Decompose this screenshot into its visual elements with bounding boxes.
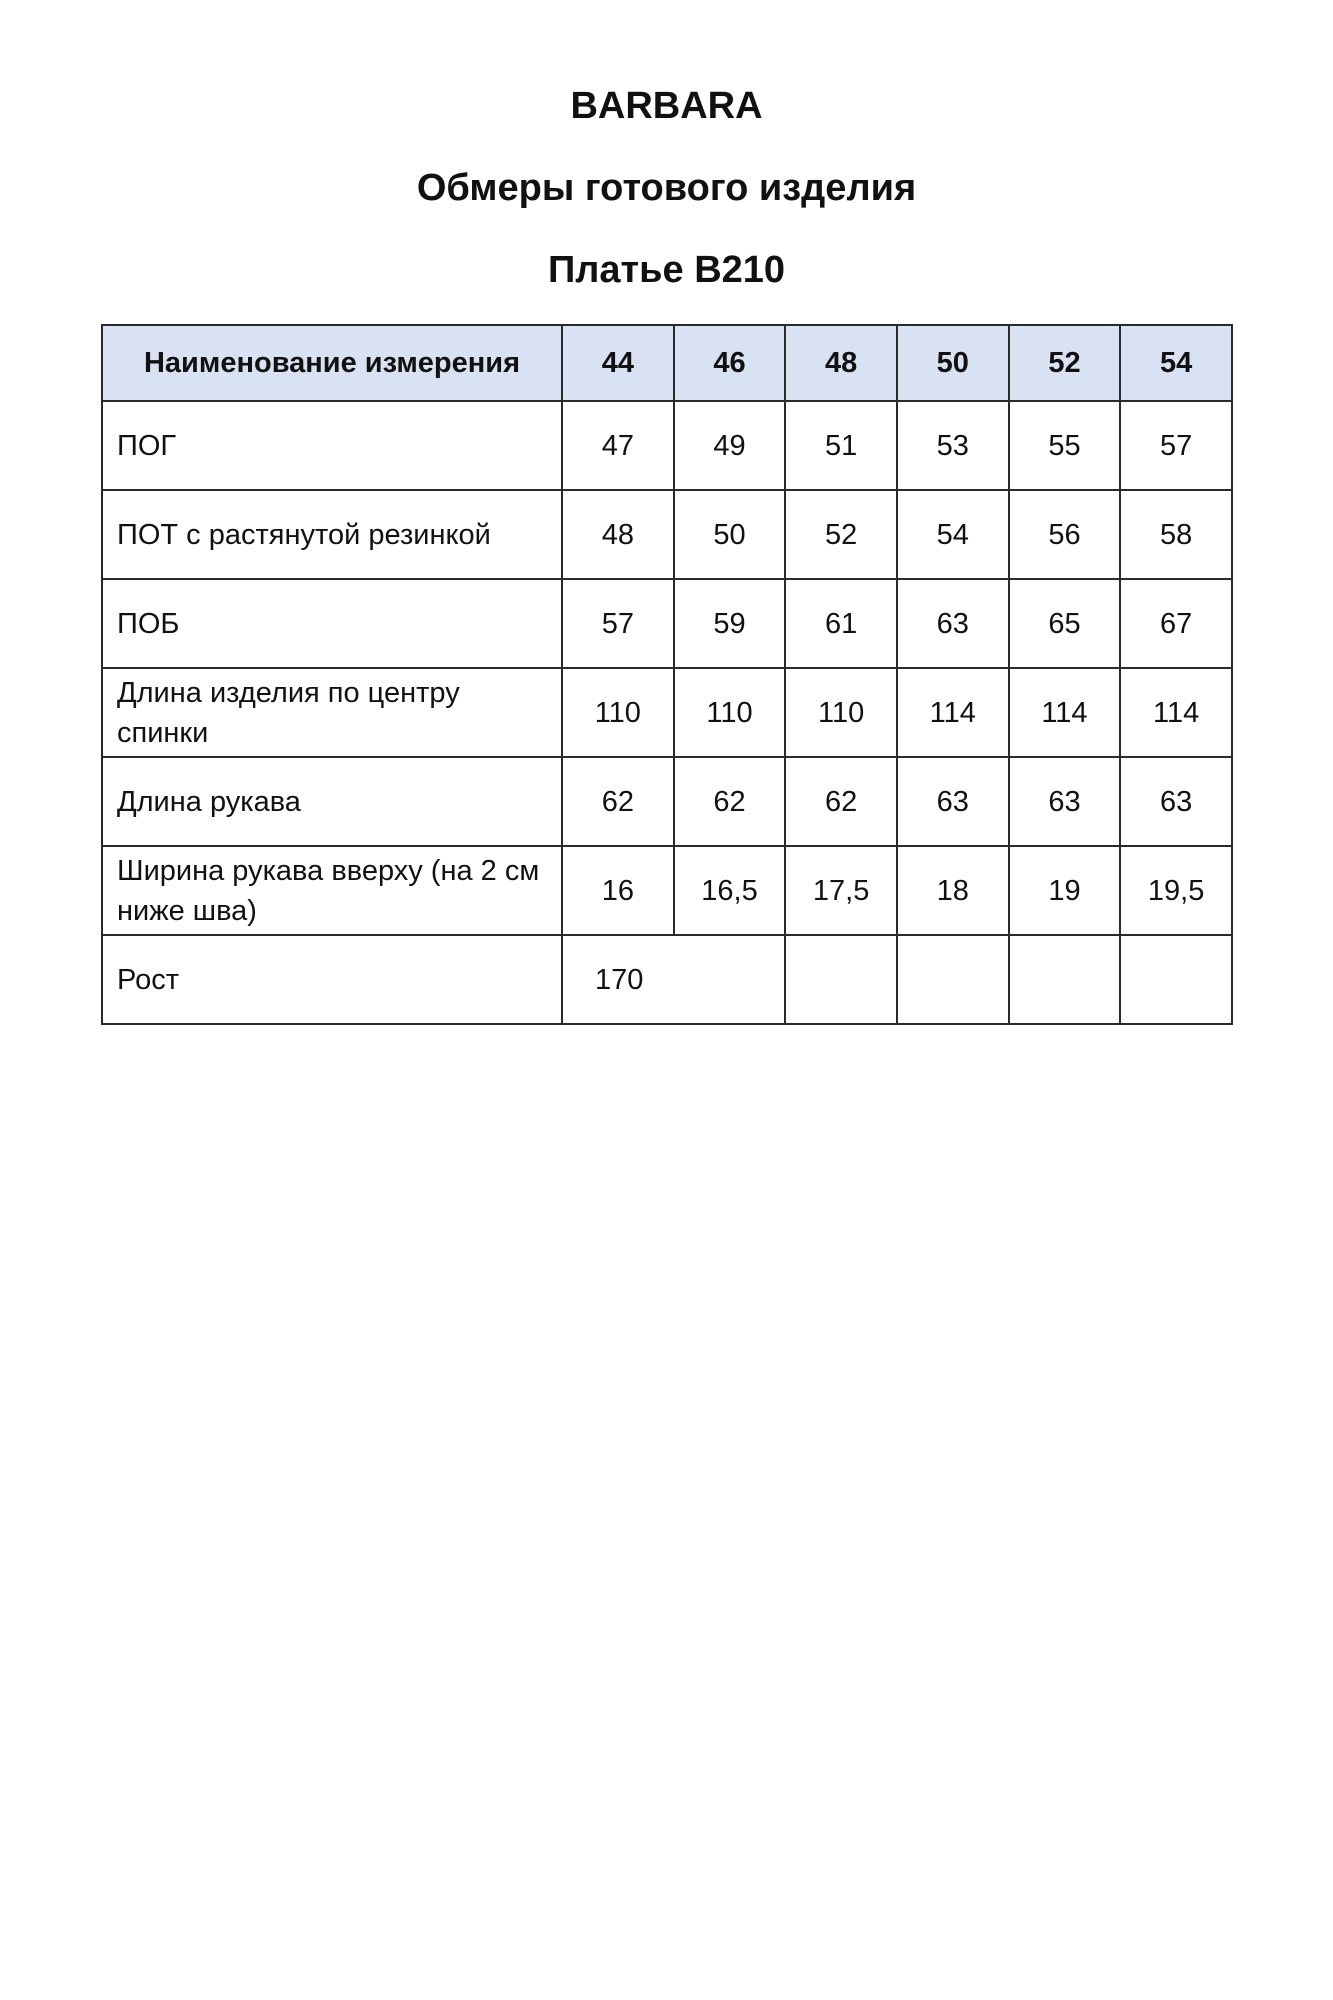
table-cell: 114 xyxy=(1120,668,1232,757)
table-header-row xyxy=(102,325,1232,401)
table-cell: 61 xyxy=(785,579,897,668)
table-cell: 63 xyxy=(1120,757,1232,846)
height-value-cell: 170 xyxy=(562,935,785,1024)
table-row xyxy=(102,757,1232,846)
table-cell: 55 xyxy=(1009,401,1121,490)
empty-cell xyxy=(1120,935,1232,1024)
table-cell: 54 xyxy=(897,490,1009,579)
table-cell: 16 xyxy=(562,846,674,935)
table-cell: 57 xyxy=(1120,401,1232,490)
table-cell: 63 xyxy=(897,579,1009,668)
table-row xyxy=(102,579,1232,668)
table-cell: 67 xyxy=(1120,579,1232,668)
table-cell: 16,5 xyxy=(674,846,786,935)
table-cell: 48 xyxy=(562,490,674,579)
row-label: Ширина рукава вверху (на 2 см ниже шва) xyxy=(102,846,562,935)
table-row xyxy=(102,846,1232,935)
column-header-size-46: 46 xyxy=(674,325,786,401)
table-cell: 63 xyxy=(1009,757,1121,846)
column-header-size-48: 48 xyxy=(785,325,897,401)
table-cell: 18 xyxy=(897,846,1009,935)
table-cell: 19 xyxy=(1009,846,1121,935)
table-cell: 19,5 xyxy=(1120,846,1232,935)
table-row-height xyxy=(102,935,1232,1024)
table-row xyxy=(102,490,1232,579)
table-cell: 110 xyxy=(785,668,897,757)
table-cell: 57 xyxy=(562,579,674,668)
empty-cell xyxy=(785,935,897,1024)
table-cell: 114 xyxy=(897,668,1009,757)
table-cell: 51 xyxy=(785,401,897,490)
column-header-size-54: 54 xyxy=(1120,325,1232,401)
row-label: Длина изделия по центру спинки xyxy=(102,668,562,757)
table-cell: 56 xyxy=(1009,490,1121,579)
empty-cell xyxy=(1009,935,1121,1024)
row-label: ПОТ с растянутой резинкой xyxy=(102,490,562,579)
table-cell: 63 xyxy=(897,757,1009,846)
document-subtitle: Обмеры готового изделия xyxy=(416,167,917,209)
row-label: ПОБ xyxy=(102,579,562,668)
table-cell: 114 xyxy=(1009,668,1121,757)
table-cell: 50 xyxy=(674,490,786,579)
table-cell: 52 xyxy=(785,490,897,579)
column-header-measurement: Наименование измерения xyxy=(102,325,562,401)
table-cell: 49 xyxy=(674,401,786,490)
column-header-size-50: 50 xyxy=(897,325,1009,401)
row-label: Длина рукава xyxy=(102,757,562,846)
table-cell: 59 xyxy=(674,579,786,668)
row-label: Рост xyxy=(102,935,562,1024)
table-cell: 17,5 xyxy=(785,846,897,935)
table-row xyxy=(102,668,1232,757)
column-header-size-52: 52 xyxy=(1009,325,1121,401)
table-cell: 110 xyxy=(674,668,786,757)
table-cell: 58 xyxy=(1120,490,1232,579)
table-cell: 53 xyxy=(897,401,1009,490)
column-header-size-44: 44 xyxy=(562,325,674,401)
measurements-table xyxy=(101,324,1233,1025)
table-cell: 62 xyxy=(562,757,674,846)
empty-cell xyxy=(897,935,1009,1024)
table-cell: 65 xyxy=(1009,579,1121,668)
brand-title: BARBARA xyxy=(570,85,763,127)
row-label: ПОГ xyxy=(102,401,562,490)
table-cell: 110 xyxy=(562,668,674,757)
table-cell: 62 xyxy=(785,757,897,846)
table-cell: 62 xyxy=(674,757,786,846)
table-cell: 47 xyxy=(562,401,674,490)
table-row xyxy=(102,401,1232,490)
product-title: Платье B210 xyxy=(547,249,786,291)
